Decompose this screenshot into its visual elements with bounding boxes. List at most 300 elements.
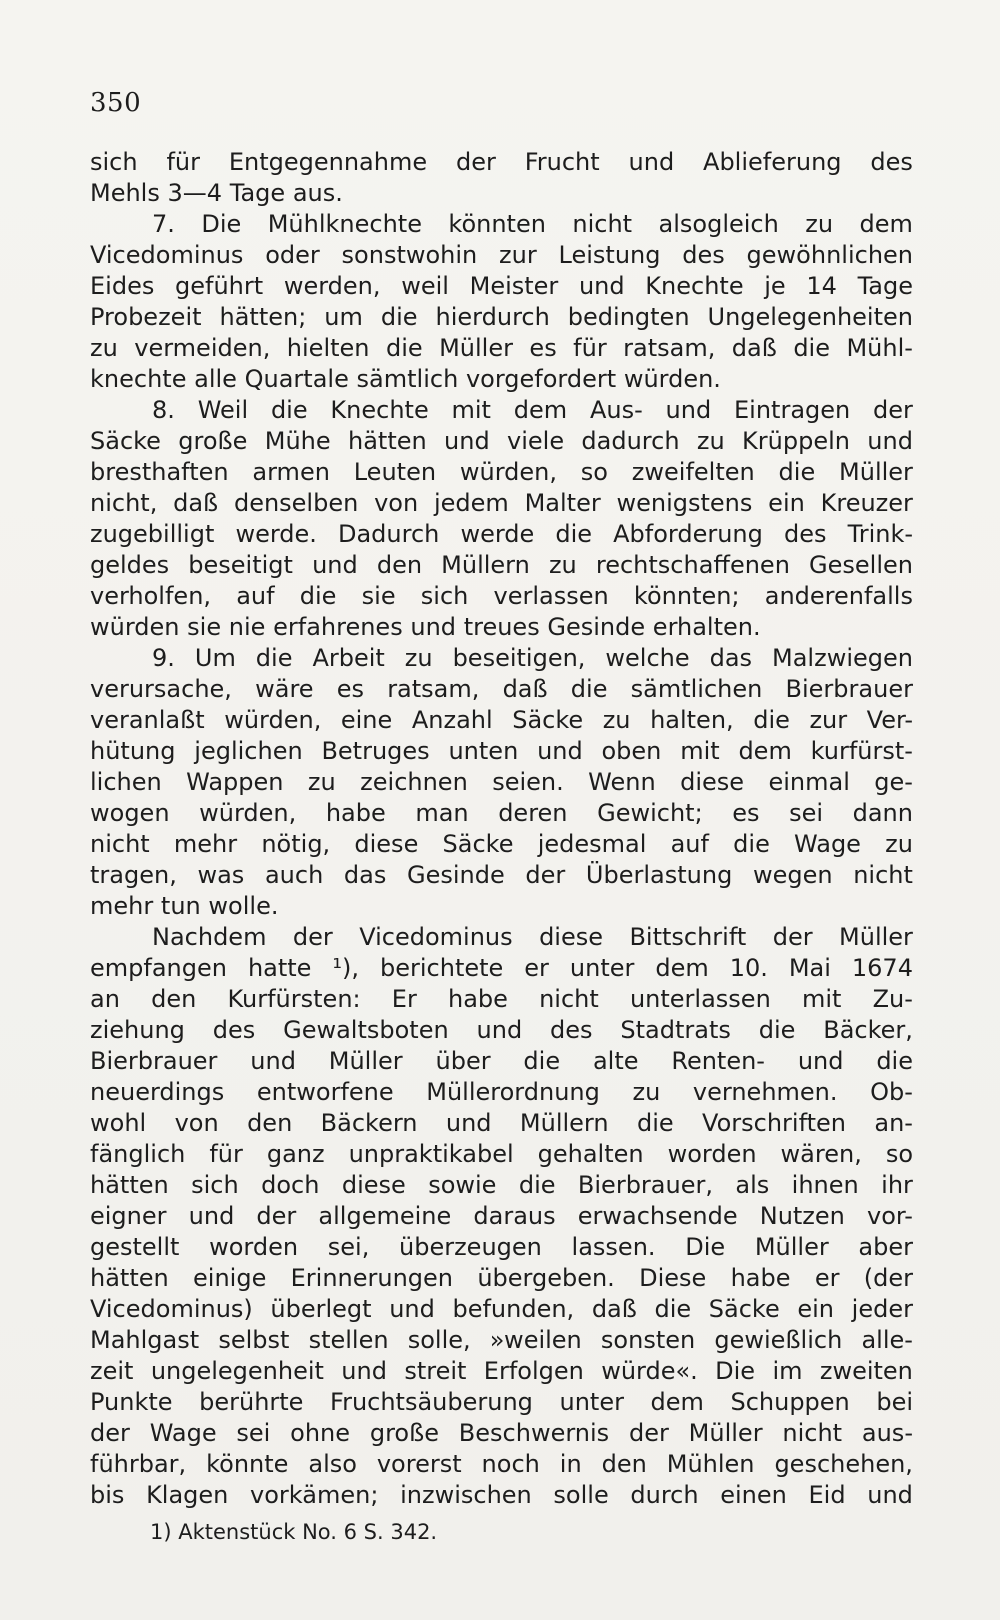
word: Säcke — [708, 1295, 780, 1323]
word: armen — [252, 458, 330, 486]
text-line — [90, 643, 913, 674]
text-line — [90, 612, 913, 643]
word: übergeben. — [477, 1264, 615, 1292]
word: streit — [404, 1357, 467, 1385]
text-line — [90, 984, 913, 1015]
word: ratsam, — [387, 675, 480, 703]
word: habe — [325, 799, 386, 827]
word: Gesellen — [809, 551, 913, 579]
word: 1674 — [851, 954, 913, 982]
word: alle — [194, 365, 237, 393]
word: so — [580, 458, 608, 486]
word: Mai — [788, 954, 831, 982]
text-line — [90, 271, 913, 302]
word: würden — [90, 613, 180, 641]
word: bei — [876, 1388, 913, 1416]
word: verlassen — [493, 582, 609, 610]
word: ihnen — [791, 1171, 859, 1199]
word: dem — [655, 954, 709, 982]
word: nicht, — [90, 489, 158, 517]
word: doch — [261, 1171, 320, 1199]
word: hütung — [90, 737, 176, 765]
word: dem — [859, 210, 913, 238]
word: sonstwohin — [341, 241, 478, 269]
text-line — [90, 736, 913, 767]
word: und — [444, 427, 490, 455]
word: sämtlich — [356, 365, 459, 393]
word: die — [555, 520, 593, 548]
word: und — [665, 396, 712, 424]
word: eigner — [90, 1202, 167, 1230]
word: (der — [863, 1264, 913, 1292]
word: den — [151, 985, 197, 1013]
word: aus. — [292, 179, 343, 207]
word: dem — [650, 1388, 704, 1416]
word: also — [308, 1450, 357, 1478]
word: zugebilligt — [90, 520, 215, 548]
word: empfangen — [90, 954, 227, 982]
text-line — [90, 1232, 913, 1263]
word: werden, — [283, 272, 381, 300]
word: Gewicht; — [597, 799, 703, 827]
word: und — [445, 1109, 492, 1137]
word: worden — [667, 1140, 757, 1168]
word: Eintragen — [734, 396, 851, 424]
word: Schuppen — [730, 1388, 850, 1416]
word: geführt — [175, 272, 264, 300]
word: Mühlen — [666, 1450, 755, 1478]
text-line — [90, 891, 913, 922]
word: sowie — [428, 1171, 497, 1199]
word: Frucht — [524, 148, 600, 176]
word: und — [797, 1047, 844, 1075]
word: Bittschrift — [629, 923, 747, 951]
word: mit — [801, 985, 842, 1013]
footnote: 1) Aktenstück No. 6 S. 342. — [150, 1520, 438, 1544]
word: Kurfürsten: — [227, 985, 361, 1013]
word: des — [783, 520, 827, 548]
word: diese — [354, 830, 419, 858]
word: sei, — [327, 1233, 370, 1261]
word: Punkte — [90, 1388, 173, 1416]
word: wolle. — [208, 892, 279, 920]
text-line — [90, 1480, 913, 1511]
word: Krüppeln — [742, 427, 850, 455]
word: solle, — [407, 1326, 471, 1354]
word: mit — [451, 396, 491, 424]
word: Bäcker, — [823, 1016, 913, 1044]
word: sei — [789, 799, 824, 827]
word: daß — [591, 1295, 637, 1323]
word: Müllern — [519, 1109, 609, 1137]
word: für — [209, 1140, 243, 1168]
word: und — [410, 613, 457, 641]
word: habe — [730, 1264, 791, 1292]
word: überzeugen — [399, 1233, 542, 1261]
word: die — [299, 582, 337, 610]
word: nie — [228, 613, 266, 641]
word: Säcke — [512, 706, 584, 734]
word: Vorschriften — [702, 1109, 846, 1137]
word: Malzwiegen — [772, 644, 913, 672]
word: die — [636, 1109, 674, 1137]
text-line — [90, 581, 913, 612]
word: man — [415, 799, 469, 827]
word: ungelegenheit — [150, 1357, 324, 1385]
word: mit — [680, 737, 720, 765]
word: Mahlgast — [90, 1326, 200, 1354]
word: sei — [236, 1419, 271, 1447]
word: alsogleich — [658, 210, 779, 238]
word: halten, — [650, 706, 734, 734]
text-line — [90, 1170, 913, 1201]
word: Diese — [639, 1264, 707, 1292]
word: veranlaßt — [90, 706, 205, 734]
word: auf — [670, 830, 709, 858]
word: Renten- — [671, 1047, 765, 1075]
word: von — [374, 489, 419, 517]
text-line — [90, 705, 913, 736]
text-line — [90, 178, 913, 209]
word: es — [732, 799, 760, 827]
word: alte — [592, 1047, 639, 1075]
text-line — [90, 240, 913, 271]
word: durch — [630, 1481, 699, 1509]
word: ganz — [266, 1140, 325, 1168]
word: ge- — [874, 768, 913, 796]
word: Bäckern — [320, 1109, 418, 1137]
word: oder — [265, 241, 320, 269]
word: zu — [885, 830, 913, 858]
word: verholfen, — [90, 582, 212, 610]
word: diese — [680, 768, 745, 796]
word: Überlastung — [585, 861, 733, 889]
word: würden, — [199, 799, 297, 827]
word: die — [380, 303, 418, 331]
word: ziehung — [90, 1016, 185, 1044]
word: was — [197, 861, 245, 889]
word: gehalten — [537, 1140, 644, 1168]
word: das — [709, 644, 753, 672]
word: des — [212, 1016, 256, 1044]
word: Entgegennahme — [228, 148, 428, 176]
word: Klagen — [146, 1481, 229, 1509]
word: die — [876, 1047, 913, 1075]
word: weil — [401, 272, 449, 300]
word: Säcke — [442, 830, 514, 858]
word: Mehls — [90, 179, 160, 207]
word: der — [90, 1419, 130, 1447]
word: dann — [852, 799, 913, 827]
word: hatte — [247, 954, 312, 982]
word: nicht — [90, 830, 150, 858]
text-line — [90, 147, 913, 178]
word: unterlassen — [629, 985, 771, 1013]
word: die — [793, 334, 830, 362]
word: um — [324, 303, 363, 331]
word: Vicedominus) — [90, 1295, 253, 1323]
word: es — [336, 675, 365, 703]
word: Gesinde — [407, 861, 505, 889]
word: hielten — [286, 334, 370, 362]
word: hätten — [90, 1171, 169, 1199]
word: wegen — [752, 861, 833, 889]
word: Erinnerungen — [290, 1264, 454, 1292]
word: erfahrenes — [273, 613, 403, 641]
word: deren — [498, 799, 568, 827]
word: des — [550, 1016, 593, 1044]
word: anderenfalls — [764, 582, 913, 610]
word: zu — [404, 644, 433, 672]
word: Arbeit — [312, 644, 385, 672]
word: denselben — [233, 489, 359, 517]
word: würden. — [623, 365, 721, 393]
text-line — [90, 1387, 913, 1418]
word: den — [376, 551, 423, 579]
text-line — [90, 1449, 913, 1480]
word: könnten; — [633, 582, 740, 610]
word: wenigstens — [616, 489, 753, 517]
word: zu — [602, 706, 631, 734]
word: über — [435, 1047, 491, 1075]
word: allgemeine — [318, 1202, 452, 1230]
body-text — [90, 147, 913, 1511]
text-line — [90, 1201, 913, 1232]
word: den — [247, 1109, 293, 1137]
word: geldes — [90, 551, 170, 579]
word: zu — [548, 551, 577, 579]
word: werde. — [235, 520, 317, 548]
word: Müller — [328, 1047, 403, 1075]
word: Eides — [90, 272, 155, 300]
text-line — [90, 767, 913, 798]
word: Knechte — [330, 396, 429, 424]
text-line — [90, 1108, 913, 1139]
word: den — [601, 1450, 647, 1478]
word: jeder — [851, 1295, 913, 1323]
word: gewöhnlichen — [746, 241, 913, 269]
word: des — [870, 148, 913, 176]
word: die — [753, 706, 790, 734]
word: würden, — [224, 706, 322, 734]
word: Mühlknechte — [267, 210, 422, 238]
word: Zu- — [872, 985, 913, 1013]
word: Vicedominus — [359, 923, 513, 951]
word: Wage — [149, 1419, 217, 1447]
text-line — [90, 1356, 913, 1387]
word: dadurch — [581, 427, 680, 455]
word: Er — [391, 985, 417, 1013]
word: je — [764, 272, 786, 300]
word: würde«. — [601, 1357, 698, 1385]
word: 8. — [152, 396, 175, 424]
word: werde — [460, 520, 535, 548]
text-line — [90, 302, 913, 333]
word: alle- — [861, 1326, 913, 1354]
text-line — [90, 209, 913, 240]
word: und — [341, 1357, 387, 1385]
word: der — [256, 1202, 297, 1230]
word: 9. — [152, 644, 175, 672]
word: 14 — [806, 272, 837, 300]
word: vor- — [867, 1202, 913, 1230]
text-line — [90, 550, 913, 581]
word: Vicedominus — [90, 241, 244, 269]
word: Leuten — [353, 458, 437, 486]
text-line — [90, 1077, 913, 1108]
word: auch — [264, 861, 324, 889]
word: Kreuzer — [820, 489, 913, 517]
word: unter — [569, 954, 635, 982]
word: neuerdings — [90, 1078, 225, 1106]
word: Müller — [688, 1419, 763, 1447]
word: zu — [805, 210, 834, 238]
word: Bierbrauer — [90, 1047, 218, 1075]
word: ¹), — [332, 954, 360, 982]
word: zeichnen — [360, 768, 468, 796]
word: so — [885, 1140, 913, 1168]
text-line — [90, 426, 913, 457]
word: sämtlichen — [630, 675, 763, 703]
word: zeit — [90, 1357, 134, 1385]
word: diese — [539, 923, 603, 951]
word: Trink- — [847, 520, 913, 548]
word: Dadurch — [337, 520, 440, 548]
text-line — [90, 1263, 913, 1294]
word: 7. — [152, 210, 175, 238]
word: Weil — [197, 396, 249, 424]
word: Bierbrauer, — [577, 1171, 713, 1199]
word: der — [628, 1419, 669, 1447]
word: die — [570, 675, 608, 703]
word: ein — [797, 1295, 835, 1323]
text-line — [90, 333, 913, 364]
word: zu — [90, 334, 118, 362]
word: könnten — [448, 210, 546, 238]
word: kurfürst- — [810, 737, 913, 765]
word: jedesmal — [537, 830, 647, 858]
word: unten — [448, 737, 519, 765]
word: Um — [194, 644, 236, 672]
word: und — [867, 1481, 913, 1509]
word: Probezeit — [90, 303, 202, 331]
word: große — [369, 1419, 439, 1447]
text-line — [90, 457, 913, 488]
word: Müller — [839, 923, 913, 951]
word: Tage — [229, 179, 286, 207]
word: in — [559, 1450, 582, 1478]
word: an- — [874, 1109, 913, 1137]
word: hätten; — [219, 303, 307, 331]
word: befunden, — [452, 1295, 575, 1323]
word: 10. — [729, 954, 768, 982]
word: und — [250, 1047, 296, 1075]
word: Müller — [839, 458, 913, 486]
word: der — [292, 923, 333, 951]
word: der — [525, 861, 566, 889]
word: einen — [720, 1481, 787, 1509]
word: ihr — [881, 1171, 913, 1199]
word: mehr — [90, 892, 154, 920]
word: große — [178, 427, 248, 455]
word: Stadtrats — [620, 1016, 731, 1044]
word: hierdurch — [435, 303, 550, 331]
word: überlegt — [270, 1295, 372, 1323]
text-line — [90, 860, 913, 891]
word: und — [537, 737, 583, 765]
word: jedem — [433, 489, 509, 517]
word: Müllern — [441, 551, 530, 579]
word: fänglich — [90, 1140, 186, 1168]
word: hätten — [347, 427, 427, 455]
word: Müller — [439, 334, 513, 362]
text-line — [90, 922, 913, 953]
word: lassen. — [571, 1233, 656, 1261]
word: Meister — [469, 272, 559, 300]
word: Ungelegenheiten — [707, 303, 913, 331]
word: Nutzen — [759, 1202, 845, 1230]
word: für — [166, 148, 200, 176]
text-line — [90, 1325, 913, 1356]
word: einige — [193, 1264, 267, 1292]
word: Die — [685, 1233, 726, 1261]
word: tun — [160, 892, 201, 920]
word: daß — [731, 334, 777, 362]
word: Ablieferung — [703, 148, 842, 176]
word: Malter — [524, 489, 601, 517]
word: Knechte — [645, 272, 744, 300]
word: geschehen, — [774, 1450, 913, 1478]
word: knechte — [90, 365, 187, 393]
word: im — [772, 1357, 803, 1385]
word: Beschwernis — [458, 1419, 610, 1447]
text-line — [90, 395, 913, 426]
word: beseitigen, — [452, 644, 586, 672]
word: seien. — [492, 768, 564, 796]
text-line — [90, 1294, 913, 1325]
word: hätten — [90, 1264, 169, 1292]
word: Anzahl — [411, 706, 493, 734]
word: und — [578, 272, 625, 300]
word: wogen — [90, 799, 170, 827]
text-line — [90, 519, 913, 550]
word: gestellt — [90, 1233, 180, 1261]
word: daß — [173, 489, 219, 517]
word: Nachdem — [152, 923, 267, 951]
word: wäre — [255, 675, 314, 703]
word: von — [174, 1109, 219, 1137]
word: die — [778, 458, 816, 486]
word: vorerst — [376, 1450, 462, 1478]
word: der — [772, 923, 813, 951]
word: auf — [236, 582, 275, 610]
word: Gewaltsboten — [283, 1016, 449, 1044]
word: worden — [209, 1233, 299, 1261]
word: Die — [201, 210, 242, 238]
text-line — [90, 1139, 913, 1170]
word: ein — [768, 489, 805, 517]
word: er — [524, 954, 549, 982]
word: bedingten — [567, 303, 690, 331]
word: es — [529, 334, 557, 362]
word: der — [873, 396, 913, 424]
word: Mühl- — [846, 334, 913, 362]
word: Eid — [808, 1481, 846, 1509]
text-line — [90, 1418, 913, 1449]
word: Gesinde — [547, 613, 646, 641]
word: nicht — [572, 210, 633, 238]
word: und — [476, 1016, 523, 1044]
